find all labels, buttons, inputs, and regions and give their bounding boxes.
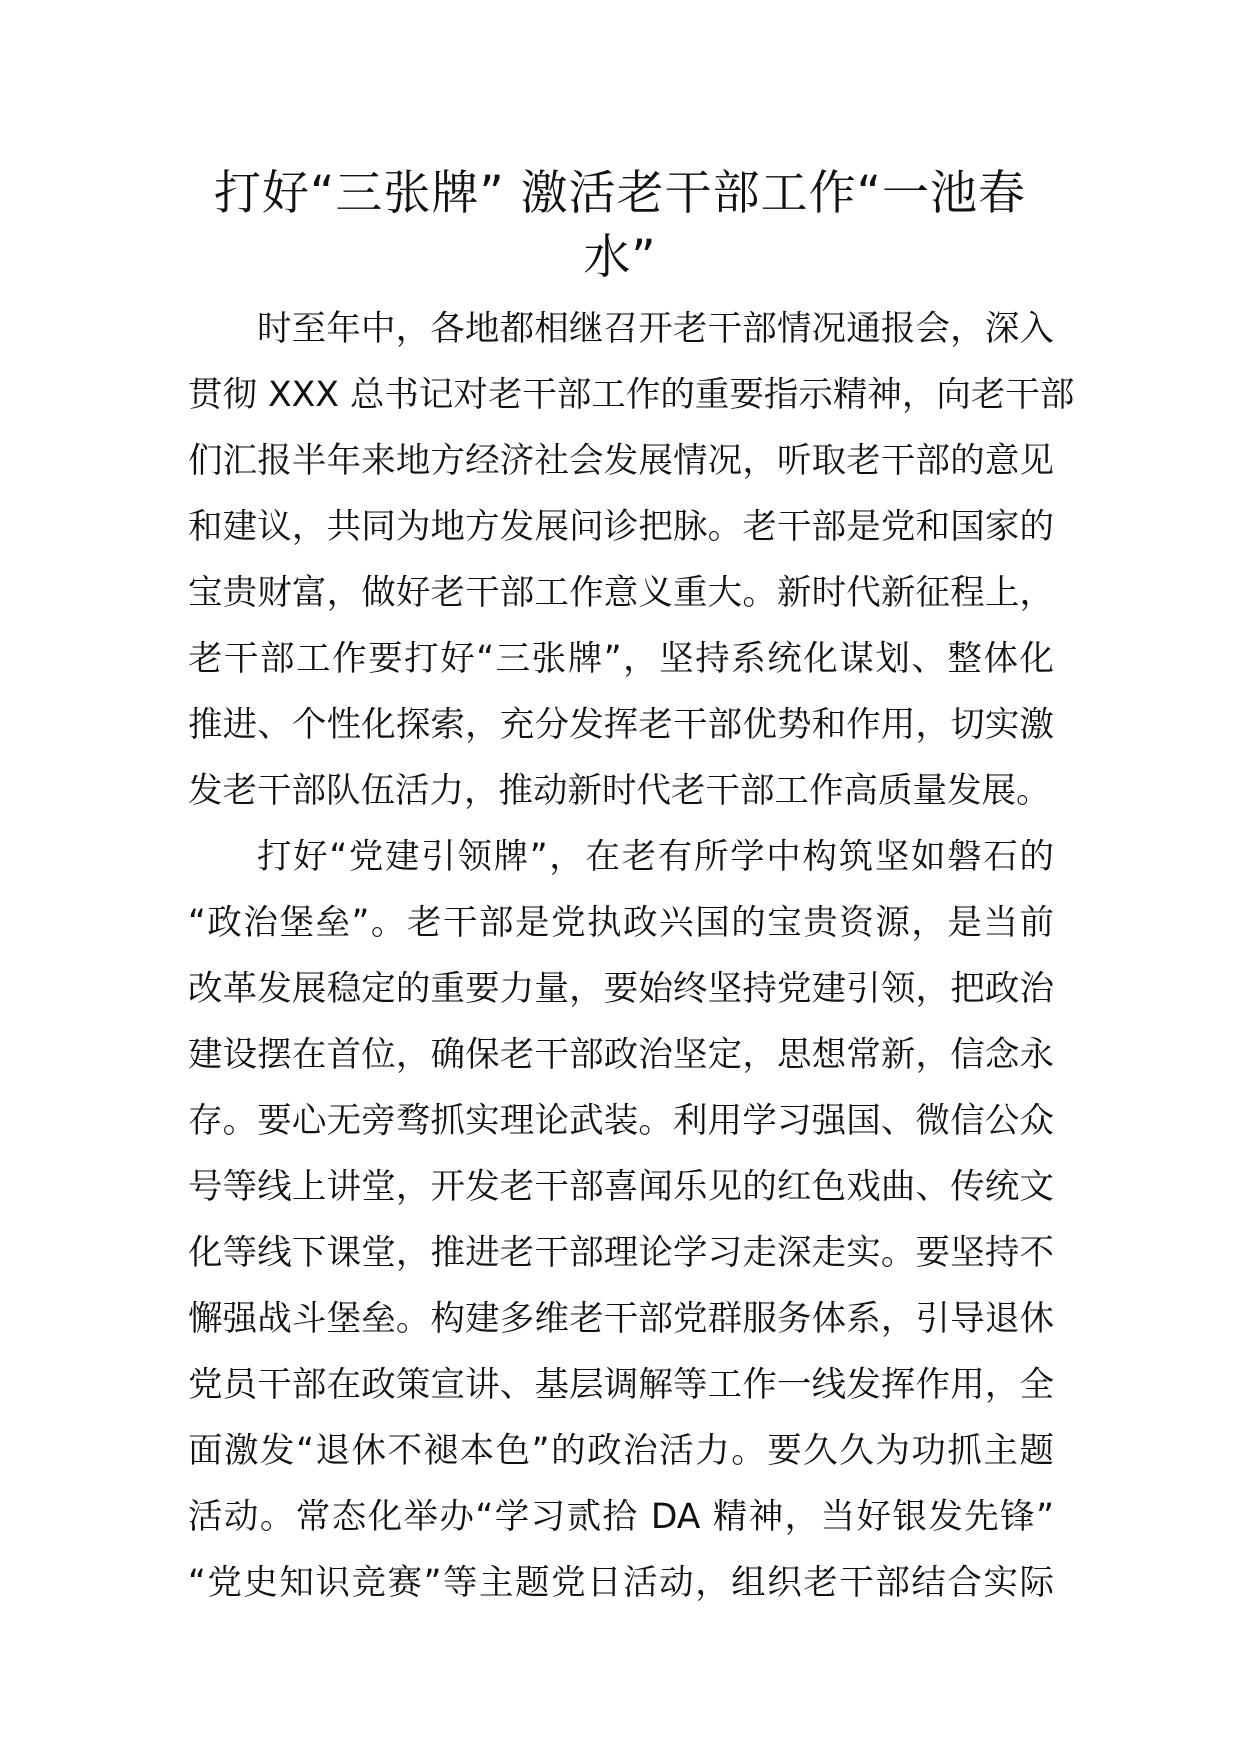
text-line: 和建议，共同为地方发展问诊把脉。老干部是党和国家的 <box>188 507 1054 547</box>
text-line: 建设摆在首位，确保老干部政治坚定，思想常新，信念永 <box>188 1035 1054 1075</box>
text-line: 号等线上讲堂，开发老干部喜闻乐见的红色戏曲、传统文 <box>188 1167 1054 1207</box>
text-line: 宝贵财富，做好老干部工作意义重大。新时代新征程上， <box>188 573 1054 613</box>
text-line: “政治堡垒”。老干部是党执政兴国的宝贵资源，是当前 <box>188 903 1054 943</box>
text-line: 党员干部在政策宣讲、基层调解等工作一线发挥作用，全 <box>188 1365 1054 1405</box>
text-line: 老干部工作要打好“三张牌”，坚持系统化谋划、整体化 <box>188 639 1054 679</box>
text-line: 推进、个性化探索，充分发挥老干部优势和作用，切实激 <box>188 705 1054 745</box>
text-line: 贯彻 XXX 总书记对老干部工作的重要指示精神，向老干部 <box>188 375 1075 415</box>
document-title: 打好“三张牌” 激活老干部工作“一池春水” <box>214 166 1026 285</box>
text-line: 活动。常态化举办“学习贰拾 DA 精神，当好银发先锋” <box>188 1497 1054 1537</box>
text-line: 改革发展稳定的重要力量，要始终坚持党建引领，把政治 <box>188 969 1054 1009</box>
text-line: 存。要心无旁骛抓实理论武装。利用学习强国、微信公众 <box>188 1101 1054 1141</box>
text-line: 面激发“退休不褪本色”的政治活力。要久久为功抓主题 <box>188 1431 1054 1471</box>
text-line: 打好“党建引领牌”，在老有所学中构筑坚如磐石的 <box>257 837 1054 877</box>
text-line: 懈强战斗堡垒。构建多维老干部党群服务体系，引导退休 <box>188 1299 1054 1339</box>
paragraph-1 <box>188 296 1075 824</box>
text-line: 时至年中，各地都相继召开老干部情况通报会，深入 <box>257 309 1054 349</box>
paragraph-2 <box>188 824 1054 1616</box>
text-line: 们汇报半年来地方经济社会发展情况，听取老干部的意见 <box>188 441 1054 481</box>
text-line: “党史知识竞赛”等主题党日活动，组织老干部结合实际 <box>188 1563 1054 1603</box>
document-body <box>188 296 1075 1616</box>
text-line: 化等线下课堂，推进老干部理论学习走深走实。要坚持不 <box>188 1233 1054 1273</box>
text-line: 发老干部队伍活力，推动新时代老干部工作高质量发展。 <box>188 771 1051 811</box>
